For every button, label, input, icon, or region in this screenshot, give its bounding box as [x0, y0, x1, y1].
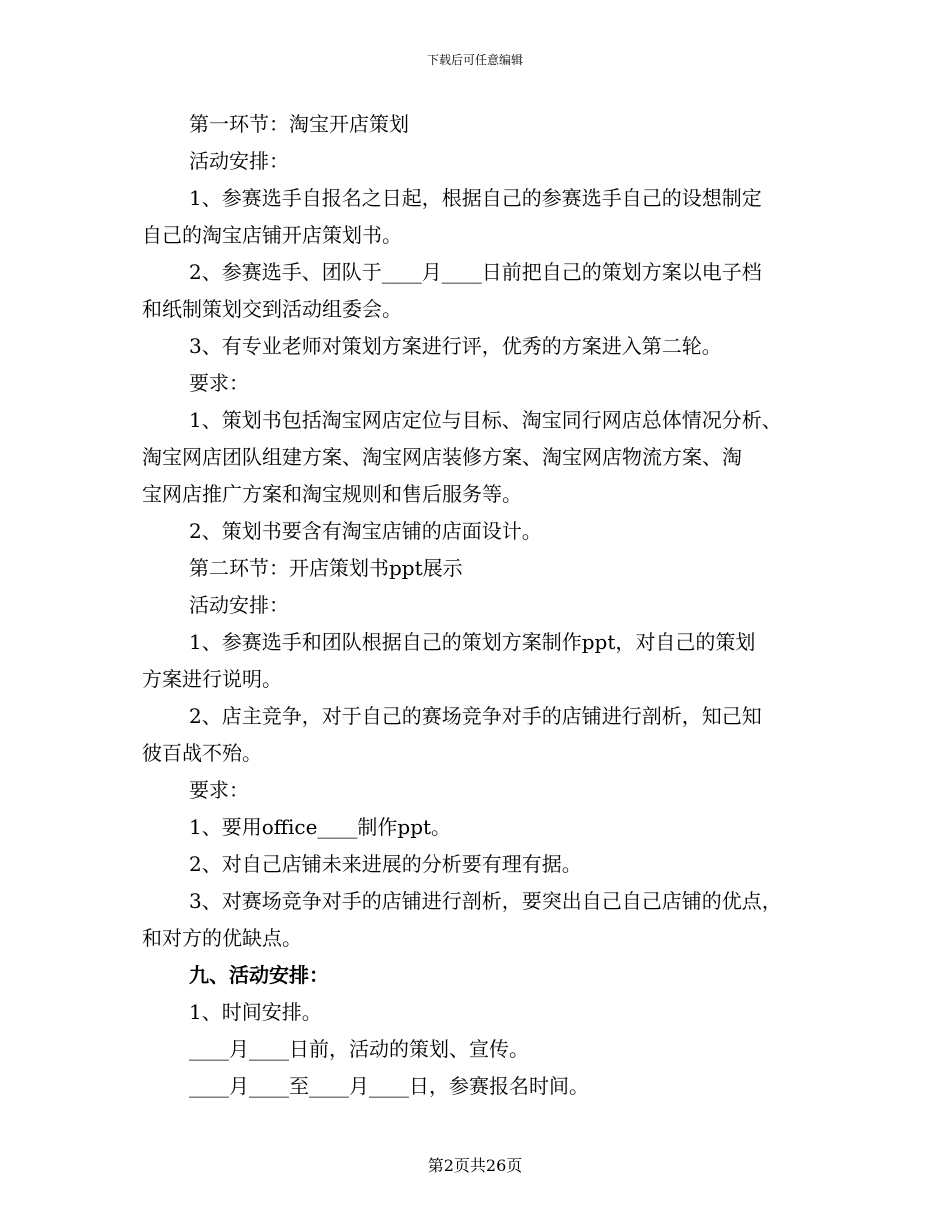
page-footer: 第2页共26页 [427, 1156, 523, 1175]
text-line: 自己的淘宝店铺开店策划书。 [142, 223, 402, 247]
text-line: 1、时间安排。 [189, 1000, 322, 1024]
document-body [142, 106, 822, 1105]
text-line: 2、店主竞争，对于自己的赛场竞争对手的店铺进行剖析，知己知 [189, 704, 762, 728]
text-line: 彼百战不殆。 [142, 741, 262, 765]
text-line: 2、参赛选手、团队于____月____日前把自己的策划方案以电子档 [189, 260, 762, 284]
text-line: 1、参赛选手自报名之日起，根据自己的参赛选手自己的设想制定 [189, 186, 762, 210]
text-line: 2、策划书要含有淘宝店铺的店面设计。 [189, 519, 542, 543]
text-line: 要求： [189, 371, 249, 395]
page-header: 下载后可任意编辑 [426, 53, 523, 67]
text-line: 宝网店推广方案和淘宝规则和售后服务等。 [142, 482, 522, 506]
text-line: 1、策划书包括淘宝网店定位与目标、淘宝同行网店总体情况分析、 [189, 408, 782, 432]
text-line: ____月____至____月____日，参赛报名时间。 [189, 1074, 589, 1098]
text-line: 和纸制策划交到活动组委会。 [142, 297, 402, 321]
text-line: 1、参赛选手和团队根据自己的策划方案制作ppt，对自己的策划 [189, 630, 756, 654]
text-line: 3、对赛场竞争对手的店铺进行剖析，要突出自己自己店铺的优点， [189, 889, 782, 913]
text-line: 要求： [189, 778, 249, 802]
text-line: 淘宝网店团队组建方案、淘宝网店装修方案、淘宝网店物流方案、淘 [142, 445, 742, 469]
text-line: 1、要用office____制作ppt。 [189, 815, 452, 839]
text-line: 第一环节：淘宝开店策划 [189, 112, 409, 136]
text-line: 活动安排： [189, 593, 289, 617]
text-line: 方案进行说明。 [142, 667, 282, 691]
text-line: 2、对自己店铺未来进展的分析要有理有据。 [189, 852, 582, 876]
text-line: 3、有专业老师对策划方案进行评，优秀的方案进入第二轮。 [189, 334, 722, 358]
section-heading: 九、活动安排： [189, 963, 329, 987]
text-line: 活动安排： [189, 149, 289, 173]
text-line: 第二环节：开店策划书ppt展示 [189, 556, 463, 580]
text-line: ____月____日前，活动的策划、宣传。 [189, 1037, 529, 1061]
text-line: 和对方的优缺点。 [142, 926, 302, 950]
